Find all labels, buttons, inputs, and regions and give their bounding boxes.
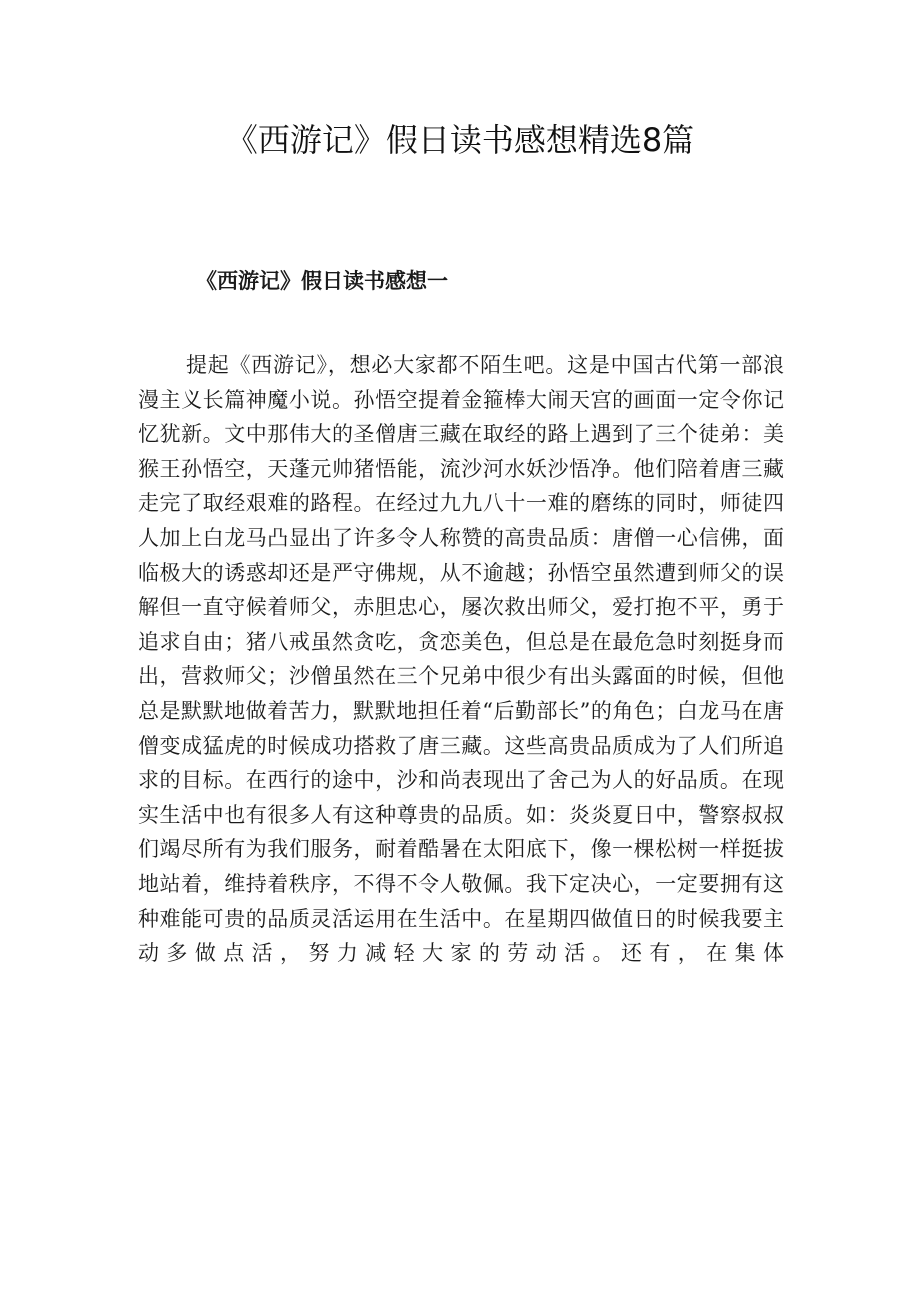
body-paragraph: 提起《西游记》，想必大家都不陌生吧。这是中国古代第一部浪漫主义长篇神魔小说。孙悟空提着金箍棒大闹天宫的画面一定令你记忆犹新。文中那伟大的圣僧唐三藏在取经的路上遇到了三个徒弟：美猴王孙悟空，天蓬元帅猪悟能，流沙河水妖沙悟净。他们陪着唐三藏走完了取经艰难的路程。在经过九九八十一难的磨练的同时，师徒四人加上白龙马凸显出了许多令人称赞的高贵品质：唐僧一心信佛，面临极大的诱惑却还是严守佛规，从不逾越；孙悟空虽然遭到师父的误解但一直守候着师父，赤胆忠心，屡次救出师父，爱打抱不平，勇于追求自由；猪八戒虽然贪吃，贪恋美色，但总是在最危急时刻挺身而出，营救师父；沙僧虽然在三个兄弟中很少有出头露面的时候，但他总是默默地做着苦力，默默地担任着“后勤部长”的角色；白龙马在唐僧变成猛虎的时候成功搭救了唐三藏。这些高贵品质成为了人们所追求的目标。在西行的途中，沙和尚表现出了舍己为人的好品质。在现实生活中也有很多人有这种尊贵的品质。如：炎炎夏日中，警察叔叔们竭尽所有为我们服务，耐着酷暑在太阳底下，像一棵松树一样挺拔地站着，维持着秩序，不得不令人敬佩。我下定决心，一定要拥有这种难能可贵的品质灵活运用在生活中。在星期四做值日的时候我要主动多做点活，努力减轻大家的劳动活。还有，在集体 [138, 353, 784, 966]
document-title: 《西游记》假日读书感想精选8篇 [225, 121, 695, 159]
section-heading: 《西游记》假日读书感想一 [196, 268, 448, 293]
